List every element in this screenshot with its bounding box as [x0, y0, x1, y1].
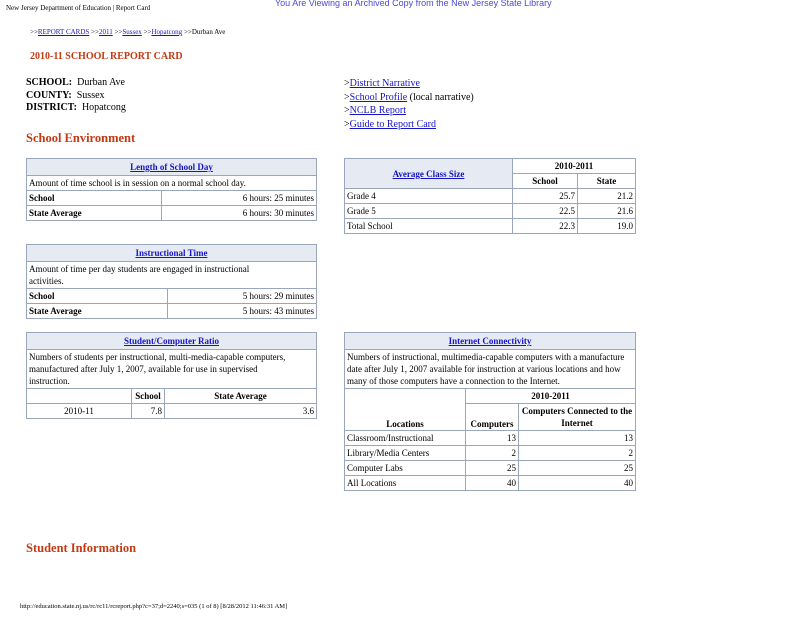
table-row: Total School 22.3 19.0 [345, 219, 636, 234]
internet-table: Internet Connectivity Numbers of instructional, multimedia-capable computers with a manufacture date after July 1, 2007 available for instruction at various locations and how many of those computers have a connection to the Internet. Locations 2010-2011 Computers Computers Connected to the Internet Classroom/Instructional 13 13 Library/Media Centers 2 2 Computer Labs 25 25 All Locations 40 40 [344, 332, 636, 491]
length-of-day-table [26, 158, 317, 221]
page-header-text: New Jersey Department of Education | Report Card [6, 4, 151, 12]
breadcrumb-year[interactable]: 2011 [98, 28, 113, 36]
table-row: 2010-11 7.8 3.6 [27, 404, 317, 419]
table-row: School 6 hours: 25 minutes [27, 191, 317, 206]
breadcrumb-county[interactable]: Sussex [122, 28, 142, 36]
district-name: Hopatcong [81, 102, 126, 113]
table-row: Computer Labs 25 25 [345, 461, 636, 476]
table-row: Grade 4 25.7 21.2 [345, 189, 636, 204]
computer-ratio-desc: Numbers of students per instructional, multi-media-capable computers, manufactured after July 1, 2007, available for use in supervised instruction. [27, 350, 317, 389]
table-row: State Average 6 hours: 30 minutes [27, 206, 317, 221]
table-row: State Average 5 hours: 43 minutes [27, 304, 317, 319]
table-row: All Locations 40 40 [345, 476, 636, 491]
table-row: School 5 hours: 29 minutes [27, 289, 317, 304]
school-name: Durban Ave [77, 77, 125, 88]
table-row: Grade 5 22.5 21.6 [345, 204, 636, 219]
class-size-heading[interactable]: Average Class Size [392, 168, 465, 179]
link-nclb-report[interactable]: NCLB Report [349, 105, 407, 116]
breadcrumb-current: Durban Ave [191, 28, 226, 36]
section-student-information: Student Information [26, 541, 137, 555]
instructional-time-table [26, 244, 317, 319]
page-footer-url: http://education.state.nj.us/rc/rc11/rcreport.php?c=37;d=2240;s=035 (1 of 8) [8/28/2012 11:46:31 AM] [20, 603, 288, 610]
breadcrumb-district[interactable]: Hopatcong [151, 28, 183, 36]
length-of-day-heading[interactable]: Length of School Day [130, 162, 213, 172]
page-title: 2010-11 SCHOOL REPORT CARD [30, 51, 183, 62]
link-school-profile[interactable]: School Profile [349, 91, 408, 103]
table-row: Library/Media Centers 2 2 [345, 446, 636, 461]
school-info: SCHOOL: Durban Ave COUNTY: Sussex DISTRICT: Hopatcong [26, 77, 126, 113]
breadcrumb-report-cards[interactable]: REPORT CARDS [37, 28, 90, 36]
archived-notice: You Are Viewing an Archived Copy from the New Jersey State Library [275, 0, 552, 8]
report-links: >District Narrative >School Profile (local narrative) >NCLB Report >Guide to Report Card [344, 78, 474, 130]
class-size-table: Average Class Size 2010-2011 School State Grade 4 25.7 21.2 Grade 5 22.5 21.6 Total School 22.3 19.0 [344, 158, 636, 234]
computer-ratio-table: Student/Computer Ratio Numbers of students per instructional, multi-media-capable computers, manufactured after July 1, 2007, available for use in supervised instruction. School State Average 2010-11 7.8 3.6 [26, 332, 317, 419]
link-district-narrative[interactable]: District Narrative [349, 78, 420, 89]
table-row: Classroom/Instructional 13 13 [345, 431, 636, 446]
section-school-environment: School Environment [26, 131, 136, 145]
length-of-day-desc: Amount of time school is in session on a normal school day. [27, 176, 317, 191]
county-name: Sussex [76, 89, 105, 101]
internet-desc: Numbers of instructional, multimedia-capable computers with a manufacture date after July 1, 2007 available for instruction at various locations and how many of those computers have a connection to the Internet. [345, 350, 636, 389]
instructional-time-heading[interactable]: Instructional Time [135, 248, 208, 258]
computer-ratio-heading[interactable]: Student/Computer Ratio [123, 336, 220, 346]
link-guide[interactable]: Guide to Report Card [349, 118, 437, 130]
breadcrumb: >>REPORT CARDS >>2011 >>Sussex >>Hopatcong >>Durban Ave [30, 28, 226, 36]
internet-heading[interactable]: Internet Connectivity [448, 336, 532, 346]
instructional-time-desc: Amount of time per day students are engaged in instructional activities. [27, 262, 317, 289]
